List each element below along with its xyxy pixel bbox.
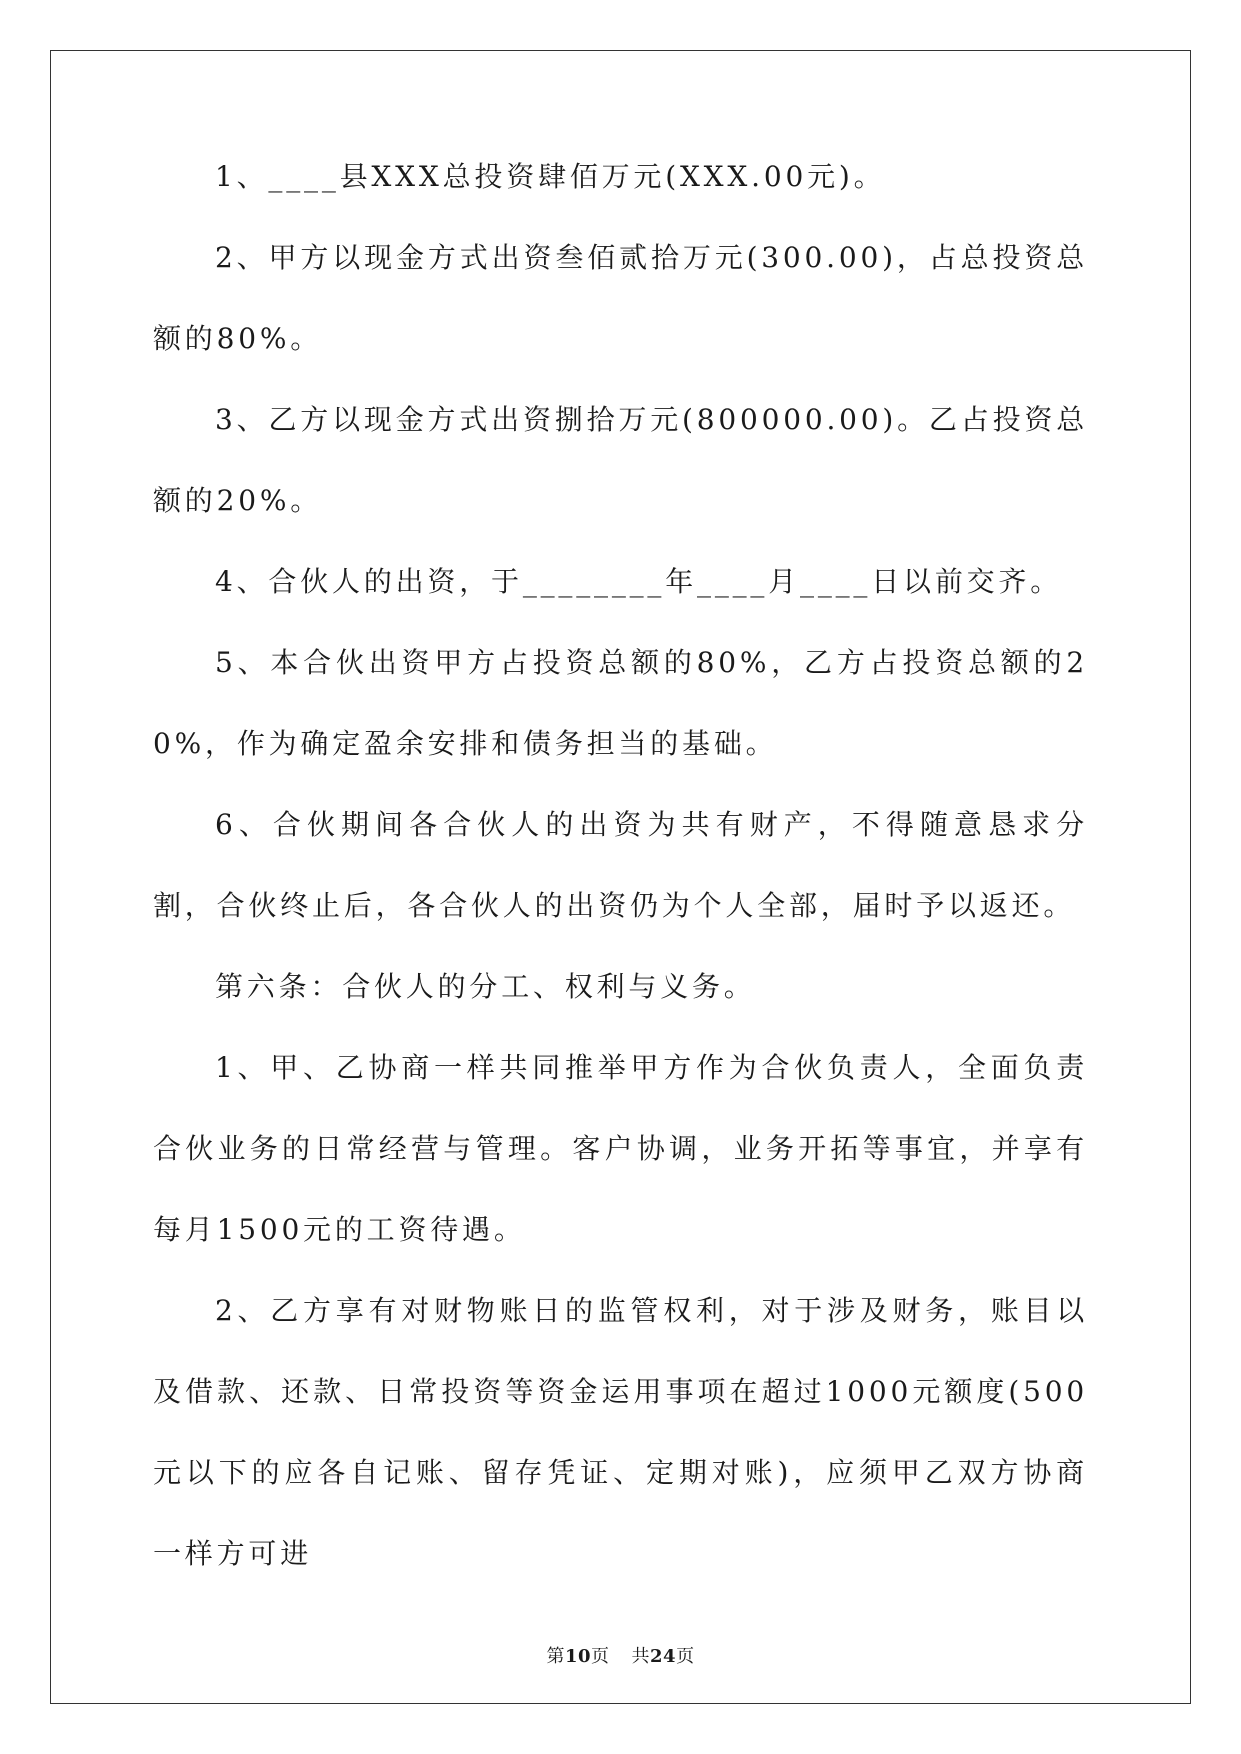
paragraph-5: 5、本合伙出资甲方占投资总额的80%，乙方占投资总额的20%，作为确定盈余安排和债务担当的基础。 <box>153 646 1088 760</box>
page-current-number: 10 <box>564 1646 591 1667</box>
section-heading-article-6: 第六条：合伙人的分工、权利与义务。 <box>215 970 756 1003</box>
page-footer <box>0 1642 1241 1668</box>
total-suffix: 页 <box>676 1646 695 1667</box>
document-body <box>153 162 1088 1594</box>
paragraph-2: 2、甲方以现金方式出资叁佰贰拾万元(300.00)，占总投资总额的80%。 <box>153 241 1088 355</box>
paragraph-1: 1、____县XXX总投资肆佰万元(XXX.00元)。 <box>215 160 886 193</box>
paragraph-7: 1、甲、乙协商一样共同推举甲方作为合伙负责人，全面负责合伙业务的日常经营与管理。客户协调，业务开拓等事宜，并享有每月1500元的工资待遇。 <box>153 1051 1088 1246</box>
page-prefix: 第 <box>546 1646 565 1667</box>
paragraph-4: 4、合伙人的出资，于________年____月____日以前交齐。 <box>215 565 1063 598</box>
page-total-number: 24 <box>650 1646 677 1667</box>
total-prefix: 共 <box>631 1646 650 1667</box>
paragraph-8: 2、乙方享有对财物账日的监管权利，对于涉及财务，账目以及借款、还款、日常投资等资金运用事项在超过1000元额度(500元以下的应各自记账、留存凭证、定期对账)，应须甲乙双方协商一样方可进 <box>153 1294 1088 1570</box>
page-suffix: 页 <box>591 1646 610 1667</box>
paragraph-3: 3、乙方以现金方式出资捌拾万元(800000.00)。乙占投资总额的20%。 <box>153 403 1088 517</box>
paragraph-6: 6、合伙期间各合伙人的出资为共有财产，不得随意恳求分割，合伙终止后，各合伙人的出资仍为个人全部，届时予以返还。 <box>153 808 1088 922</box>
